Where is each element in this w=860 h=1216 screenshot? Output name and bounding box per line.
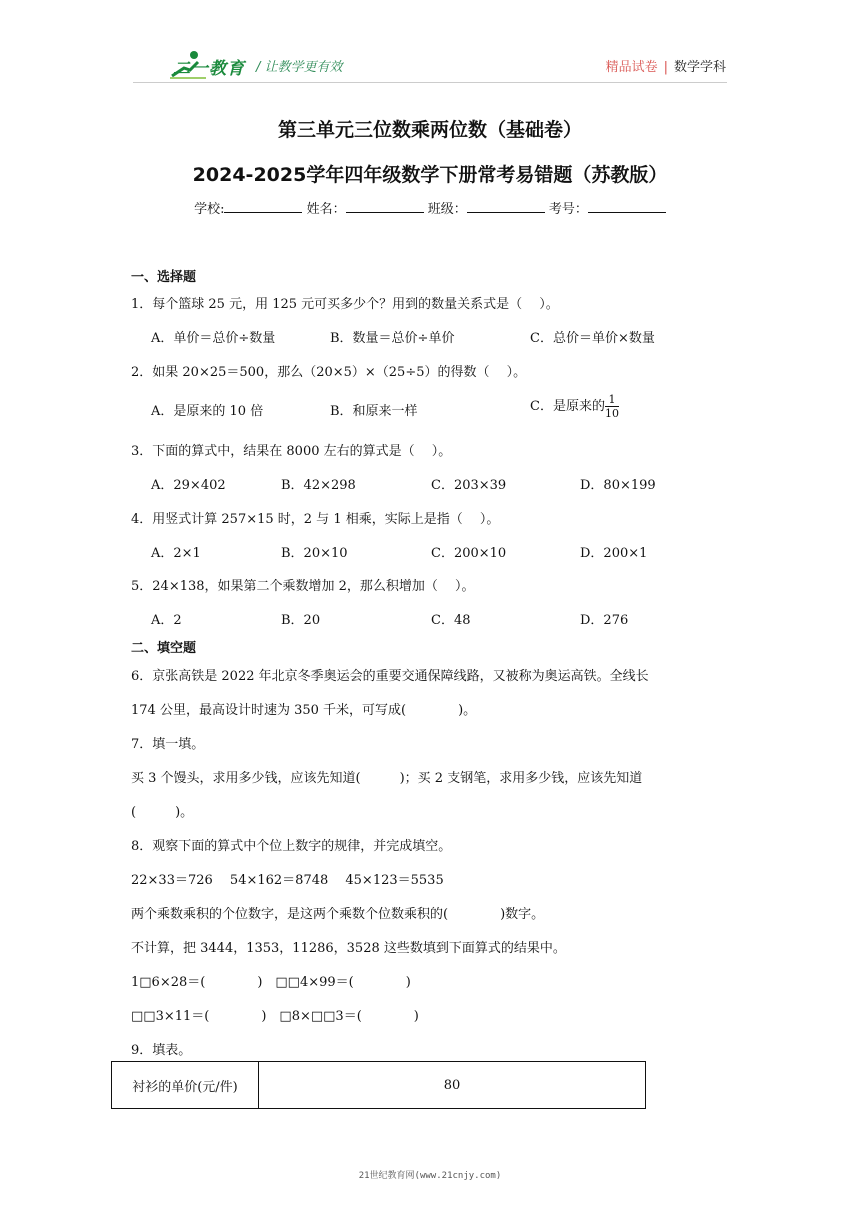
question-4: 4．用竖式计算 257×15 时，2 与 1 相乘，实际上是指（ ）。: [131, 512, 500, 527]
question-7-line-2: 买 3 个馒头，求用多少钱，应该先知道( )；买 2 支钢笔，求用多少钱，应该先知道: [131, 771, 643, 786]
label-subject: 数学学科: [673, 60, 726, 75]
question-8-line-3: 两个乘数乘积的个位数字，是这两个乘数个位数乘积的( )数字。: [131, 907, 545, 922]
question-9-line-1: 9．填表。: [131, 1043, 192, 1058]
table-value-cell: 80: [259, 1062, 646, 1109]
q2-option-c-text: C．是原来的: [530, 399, 605, 414]
q4-option-d[interactable]: D．200×1: [580, 546, 648, 561]
header-divider: [133, 82, 727, 83]
q4-option-a[interactable]: A．2×1: [151, 546, 201, 561]
q3-option-d[interactable]: D．80×199: [580, 478, 656, 493]
question-2: 2．如果 20×25＝500，那么（20×5）×（25÷5）的得数（ ）。: [131, 365, 527, 380]
q5-option-d[interactable]: D．276: [580, 613, 629, 628]
q1-option-b[interactable]: B．数量＝总价÷单价: [330, 331, 455, 346]
section-heading-fill: 二、填空题: [131, 641, 197, 656]
fraction: [605, 393, 619, 420]
class-field[interactable]: [467, 200, 545, 213]
question-3: 3．下面的算式中，结果在 8000 左右的算式是（ ）。: [131, 444, 452, 459]
q2-option-b[interactable]: B．和原来一样: [330, 404, 418, 419]
question-5: 5．24×138，如果第二个乘数增加 2，那么积增加（ ）。: [131, 579, 475, 594]
section-heading-choice: 一、选择题: [131, 270, 197, 285]
q2-option-a[interactable]: A．是原来的 10 倍: [151, 404, 264, 419]
school-field[interactable]: [224, 200, 302, 213]
question-1: 1．每个篮球 25 元，用 125 元可买多少个？用到的数量关系式是（ ）。: [131, 297, 559, 312]
page-title: 第三单元三位数乘两位数（基础卷）: [277, 119, 582, 141]
fill-table: [111, 1061, 646, 1109]
class-label: 班级：: [427, 202, 467, 217]
question-7-line-1: 7．填一填。: [131, 737, 205, 752]
question-8-line-4: 不计算，把 3444，1353，11286，3528 这些数填到下面算式的结果中。: [131, 941, 566, 956]
question-7-line-3: ( )。: [131, 805, 194, 820]
question-8-line-6: □□3×11＝( ) □8×□□3＝( ): [131, 1009, 419, 1024]
q5-option-b[interactable]: B．20: [281, 613, 321, 628]
table-row: [112, 1062, 646, 1109]
question-8-line-5: 1□6×28＝( ) □□4×99＝( ): [131, 975, 411, 990]
name-label: 姓名：: [306, 202, 346, 217]
header-separator: |: [663, 60, 668, 75]
q3-option-a[interactable]: A．29×402: [151, 478, 226, 493]
q2-option-c[interactable]: [530, 393, 619, 420]
name-field[interactable]: [346, 200, 424, 213]
table-header-cell: 衬衫的单价(元/件): [112, 1062, 259, 1109]
slogan: / 让教学更有效: [256, 60, 343, 75]
question-8-line-1: 8．观察下面的算式中个位上数字的规律，并完成填空。: [131, 839, 452, 854]
q4-option-c[interactable]: C．200×10: [431, 546, 507, 561]
page-footer: 21世纪教育网(www.21cnjy.com): [358, 1171, 502, 1181]
school-label: 学校:: [194, 202, 225, 217]
q4-option-b[interactable]: B．20×10: [281, 546, 348, 561]
question-8-line-2: 22×33＝726 54×162＝8748 45×123＝5535: [131, 873, 444, 888]
page-subtitle: 2024-2025学年四年级数学下册常考易错题（苏教版）: [192, 164, 668, 186]
q1-option-a[interactable]: A．单价＝总价÷数量: [151, 331, 276, 346]
fraction-denominator: 10: [604, 407, 619, 420]
number-label: 考号：: [548, 202, 588, 217]
q3-option-c[interactable]: C．203×39: [431, 478, 507, 493]
student-info: [0, 198, 860, 217]
label-premium: 精品试卷: [605, 60, 658, 75]
q1-option-c[interactable]: C．总价＝单价×数量: [530, 331, 655, 346]
number-field[interactable]: [588, 200, 666, 213]
question-6-line-1: 6．京张高铁是 2022 年北京冬季奥运会的重要交通保障线路，又被称为奥运高铁。全线长: [131, 669, 649, 684]
q3-option-b[interactable]: B．42×298: [281, 478, 356, 493]
fraction-numerator: 1: [605, 393, 619, 407]
logo-text: 二一教育: [173, 59, 245, 79]
header-labels: [606, 56, 726, 75]
question-6-line-2: 174 公里，最高设计时速为 350 千米，可写成( )。: [131, 703, 477, 718]
q5-option-c[interactable]: C．48: [431, 613, 471, 628]
q5-option-a[interactable]: A．2: [151, 613, 182, 628]
